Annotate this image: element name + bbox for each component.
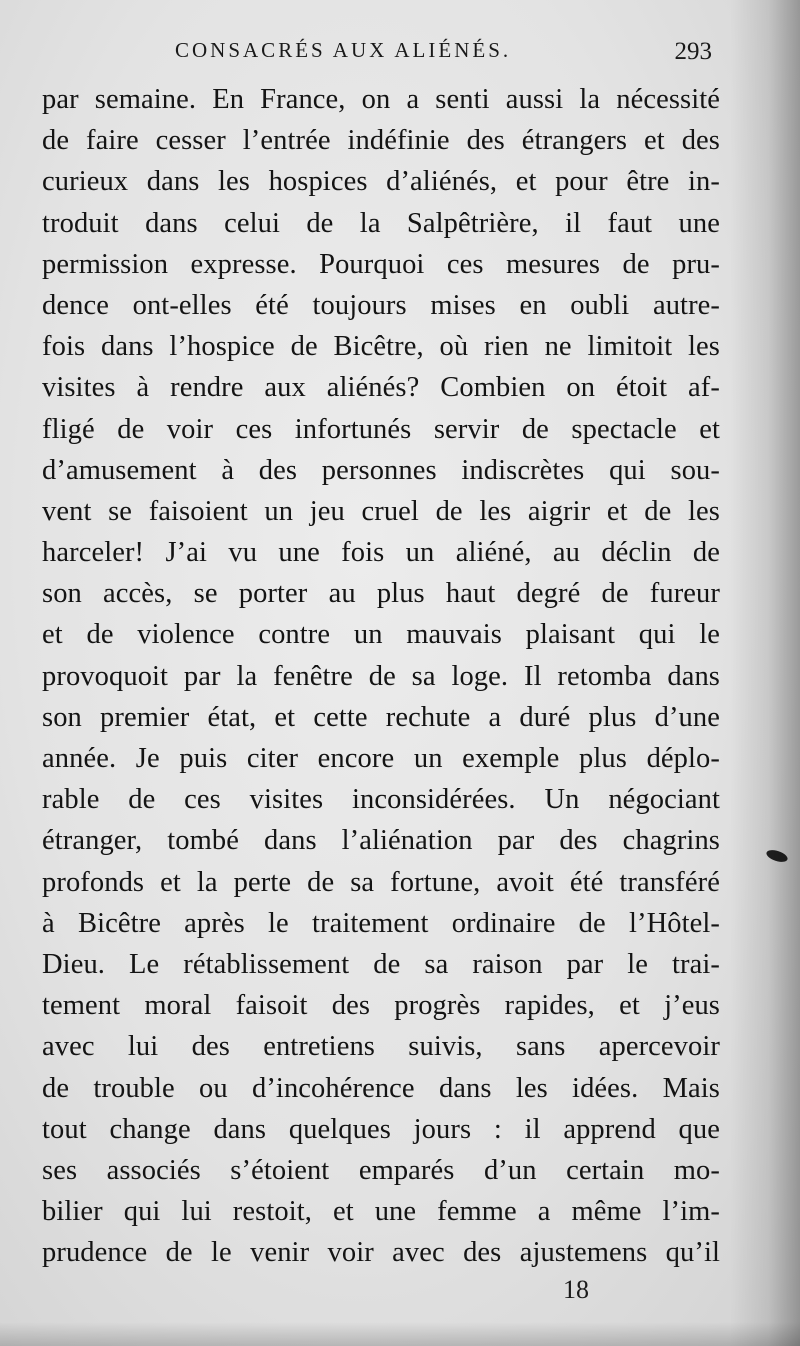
text-line: fois dans l’hospice de Bicêtre, où rien ne limitoit les	[42, 331, 720, 363]
text-line: avec lui des entretiens suivis, sans apercevoir	[42, 1031, 720, 1063]
text-line: dence ont-elles été toujours mises en oubli autre-	[42, 289, 720, 321]
text-line: par semaine. En France, on a senti aussi la nécessité	[42, 84, 720, 115]
text-line: tement moral faisoit des progrès rapides, et j’eus	[42, 990, 720, 1022]
text-line: son accès, se porter au plus haut degré de fureur	[42, 578, 720, 610]
text-line: fligé de voir ces infortunés servir de spectacle et	[42, 413, 720, 445]
text-line: profonds et la perte de sa fortune, avoit été transféré	[42, 866, 720, 898]
text-line: ses associés s’étoient emparés d’un certain mo-	[42, 1154, 720, 1186]
text-line: de faire cesser l’entrée indéfinie des étrangers et des	[42, 125, 720, 157]
text-line: étranger, tombé dans l’aliénation par des chagrins	[42, 825, 720, 857]
text-line: tout change dans quelques jours : il apprend que	[42, 1113, 720, 1145]
text-line: prudence de le venir voir avec des ajustemens qu’il	[42, 1237, 720, 1269]
text-line: visites à rendre aux aliénés? Combien on étoit af-	[42, 372, 720, 404]
text-line: de trouble ou d’incohérence dans les idées. Mais	[42, 1072, 720, 1104]
text-line: et de violence contre un mauvais plaisant qui le	[42, 619, 720, 651]
text-line: vent se faisoient un jeu cruel de les aigrir et de les	[42, 495, 720, 527]
bottom-shadow	[0, 1322, 800, 1346]
text-line: bilier qui lui restoit, et une femme a même l’im-	[42, 1196, 720, 1228]
ink-blot	[765, 848, 789, 864]
body-text	[42, 79, 720, 1273]
text-line: provoquoit par la fenêtre de sa loge. Il retomba dans	[42, 660, 720, 692]
text-line: à Bicêtre après le traitement ordinaire de l’Hôtel-	[42, 907, 720, 939]
binding-shadow	[730, 0, 800, 1346]
text-line: année. Je puis citer encore un exemple plus déplo-	[42, 743, 720, 774]
text-line: d’amusement à des personnes indiscrètes qui sou-	[42, 454, 720, 486]
running-title: CONSACRÉS AUX ALIÉNÉS.	[175, 38, 512, 62]
text-line: harceler! J’ai vu une fois un aliéné, au déclin de	[42, 537, 720, 569]
text-line: troduit dans celui de la Salpêtrière, il faut une	[42, 207, 720, 239]
text-line: rable de ces visites inconsidérées. Un négociant	[42, 784, 720, 816]
page-number: 293	[674, 38, 712, 65]
text-line: curieux dans les hospices d’aliénés, et pour être in-	[42, 166, 720, 198]
text-line: permission expresse. Pourquoi ces mesures de pru-	[42, 248, 720, 280]
signature-mark: 18	[563, 1275, 589, 1304]
text-line: Dieu. Le rétablissement de sa raison par le trai-	[42, 948, 720, 980]
text-line: son premier état, et cette rechute a duré plus d’une	[42, 701, 720, 733]
